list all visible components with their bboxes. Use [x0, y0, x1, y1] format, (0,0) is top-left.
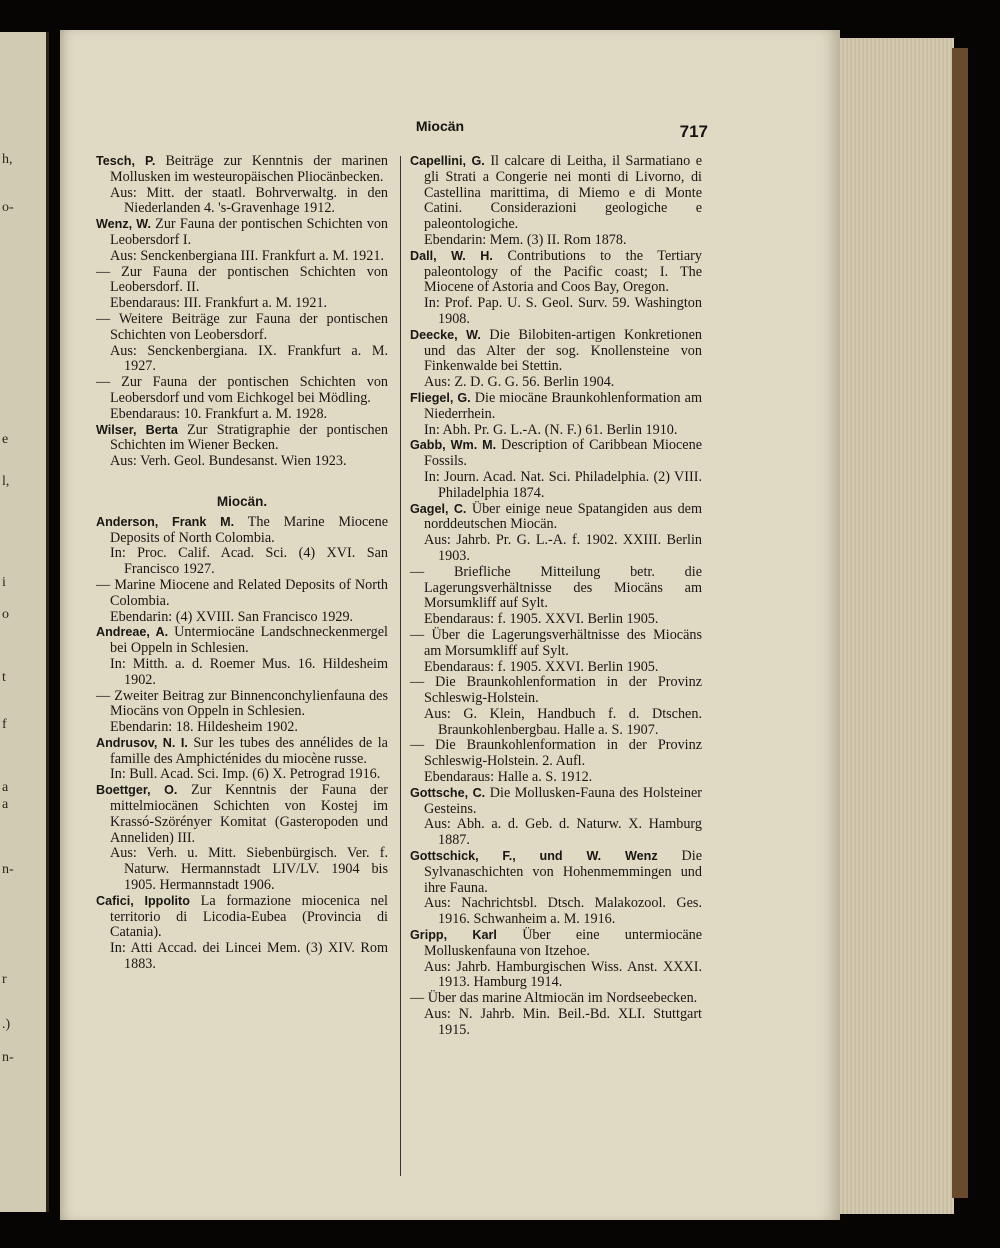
entry-title: Zur Fauna der pontischen Schichten von Leobersdorf und vom Eichkogel bei Mödling. [110, 374, 389, 406]
entry-author: Fliegel, G. [410, 390, 471, 405]
entry-author: — [96, 576, 111, 593]
bibliography-entry [96, 578, 388, 625]
entry-title-line [410, 628, 702, 660]
entry-title: La formazione miocenica nel territorio di Licodia-Eubea (Provincia di Catania). [110, 892, 388, 941]
bibliography-entry [410, 675, 702, 738]
entry-title: Zur Fauna der pontischen Schichten von Leobersdorf. II. [110, 263, 389, 296]
margin-fragment: e [2, 432, 9, 447]
entry-title-line [410, 249, 702, 296]
bibliography-entry [96, 312, 388, 375]
bibliography-entry [410, 328, 702, 391]
entry-title-line [96, 423, 388, 455]
bibliography-entry [96, 783, 388, 894]
bibliography-entry [96, 736, 388, 783]
book-page [60, 30, 840, 1220]
entry-source: Aus: Verh. u. Mitt. Siebenbürgisch. Ver. f. Naturw. Hermannstadt LIV/LV. 1904 bis 1905. Hermannstadt 1906. [110, 845, 388, 894]
entry-title: Die Sylvanaschichten von Hohenmemmingen und ihre Fauna. [424, 848, 703, 896]
entry-title-line [96, 625, 388, 657]
bibliography-entry [410, 391, 702, 438]
entry-author: Gabb, Wm. M. [410, 438, 497, 453]
entry-source: In: Atti Accad. dei Lincei Mem. (3) XIV. Rom 1883. [110, 940, 388, 973]
margin-fragment: h, [2, 152, 13, 167]
bibliography-entry [410, 502, 702, 565]
margin-fragment: t [2, 670, 6, 685]
margin-fragment: f [2, 717, 7, 732]
bibliography-entry [410, 438, 702, 501]
entry-author: — [96, 374, 111, 391]
entry-source: Aus: Z. D. G. G. 56. Berlin 1904. [424, 374, 615, 391]
entry-author: Boettger, O. [96, 783, 178, 798]
right-column-entries [410, 154, 702, 1039]
entry-title: Il calcare di Leitha, il Sarmatiano e gli Strati a Congerie nei monti di Livorno, di Castellina marittima, di Miemo e di Monte Catini. Considerazioni geologiche e paleontologiche. [424, 153, 703, 233]
entry-title: Zweiter Beitrag zur Binnenconchylienfauna des Miocäns von Oppeln in Schlesien. [110, 687, 389, 720]
entry-title-line [96, 578, 388, 610]
entry-source: Aus: Jahrb. Pr. G. L.-A. f. 1902. XXIII. Berlin 1903. [424, 532, 702, 564]
entry-source: In: Bull. Acad. Sci. Imp. (6) X. Petrograd 1916. [110, 766, 381, 783]
entry-author: — [410, 990, 425, 1007]
bibliography-entry [410, 565, 702, 628]
margin-fragment: o [2, 607, 9, 622]
right-column [410, 154, 702, 1039]
entry-title: Sur les tubes des annélides de la famille des Amphicténides du miocène russe. [110, 734, 388, 767]
bibliography-entry [410, 928, 702, 991]
facing-page-edge [0, 32, 49, 1212]
entry-title: Die Braunkohlenformation in der Provinz Schleswig-Holstein. [424, 674, 702, 707]
entry-author: Dall, W. H. [410, 248, 493, 263]
entry-title-line [410, 991, 702, 1007]
entry-source: Ebendarin: Mem. (3) II. Rom 1878. [424, 231, 627, 248]
entry-title: Die Braunkohlenformation in der Provinz Schleswig-Holstein. 2. Aufl. [424, 737, 702, 770]
entry-title-line [410, 502, 702, 534]
entry-author: Cafici, Ippolito [96, 893, 190, 908]
entry-title-line [410, 786, 702, 818]
bibliography-entry [410, 154, 702, 249]
entry-title-line [96, 736, 388, 768]
entry-title-line [96, 783, 388, 846]
entry-title: Marine Miocene and Related Deposits of North Colombia. [110, 576, 389, 609]
column-divider [400, 156, 401, 1176]
entry-source: Ebendarin: (4) XVIII. San Francisco 1929. [110, 608, 354, 625]
entry-author: Andrusov, N. I. [96, 735, 188, 750]
entry-source: In: Proc. Calif. Acad. Sci. (4) XVI. San Francisco 1927. [110, 545, 388, 578]
entry-source: Ebendaraus: Halle a. S. 1912. [424, 769, 593, 786]
entry-title: Über das marine Altmiocän im Nordseebecken. [427, 990, 698, 1007]
entry-title-line [410, 738, 702, 770]
entry-author: — [410, 674, 425, 691]
entry-author: Gottsche, C. [410, 785, 486, 800]
bibliography-entry [410, 628, 702, 675]
bibliography-entry [410, 786, 702, 849]
entry-title-line [410, 565, 702, 612]
margin-fragment: o- [2, 200, 14, 215]
bibliography-entry [96, 423, 388, 470]
entry-author: Capellini, G. [410, 154, 485, 168]
entry-author: — [410, 626, 425, 643]
entry-title-line [410, 438, 702, 470]
bibliography-entry [410, 249, 702, 328]
entry-title-line [410, 928, 702, 960]
bibliography-entry [96, 154, 388, 217]
entry-title: Untermiocäne Landschneckenmergel bei Oppeln in Schlesien. [110, 624, 388, 657]
margin-fragment: i [2, 575, 6, 590]
entry-source: Ebendaraus: f. 1905. XXVI. Berlin 1905. [424, 611, 659, 628]
entry-author: Wilser, Berta [96, 422, 178, 437]
entry-author: — [410, 563, 425, 580]
entry-author: — [410, 737, 425, 754]
entry-title-line [410, 391, 702, 423]
entry-title-line [96, 375, 388, 407]
entry-title-line [410, 849, 702, 896]
entry-source: Aus: Verh. Geol. Bundesanst. Wien 1923. [110, 453, 347, 470]
entry-author: Andreae, A. [96, 625, 169, 640]
left-column [96, 154, 388, 973]
entry-title: Zur Stratigraphie der pontischen Schichten im Wiener Becken. [110, 421, 388, 454]
running-header: Miocän [415, 118, 465, 134]
book-cover-edge [952, 48, 968, 1198]
bibliography-entry [96, 625, 388, 688]
entry-author: — [96, 310, 111, 327]
entry-source: Aus: G. Klein, Handbuch f. d. Dtschen. Braunkohlenbergbau. Halle a. S. 1907. [424, 705, 702, 738]
entry-source: Aus: Nachrichtsbl. Dtsch. Malakozool. Ges. 1916. Schwanheim a. M. 1916. [424, 895, 702, 928]
bibliography-entry [96, 375, 388, 422]
entry-source: Aus: Senckenbergiana. IX. Frankfurt a. M. 1927. [110, 342, 388, 375]
entry-title: The Marine Miocene Deposits of North Colombia. [110, 513, 388, 546]
bibliography-entry [96, 217, 388, 264]
margin-fragment: l, [2, 474, 10, 489]
entry-title-line [410, 328, 702, 375]
entry-author: Anderson, Frank M. [96, 514, 235, 529]
entry-title: Über einige neue Spatangiden aus dem norddeutschen Miocän. [424, 500, 703, 533]
margin-fragment: n- [2, 862, 14, 877]
entry-title: Briefliche Mitteilung betr. die Lagerungsverhältnisse des Miocäns am Morsumkliff auf Sylt. [424, 563, 703, 612]
entry-title-line [96, 265, 388, 297]
bibliography-entry [410, 849, 702, 928]
entry-source: In: Mitth. a. d. Roemer Mus. 16. Hildesheim 1902. [110, 655, 388, 688]
entry-source: Aus: N. Jahrb. Min. Beil.-Bd. XLI. Stuttgart 1915. [424, 1006, 702, 1038]
entry-title-line [96, 689, 388, 721]
entry-source: Ebendaraus: f. 1905. XXVI. Berlin 1905. [424, 658, 659, 675]
entry-source: Ebendaraus: III. Frankfurt a. M. 1921. [110, 295, 328, 312]
entry-title: Contributions to the Tertiary paleontology of the Pacific coast; I. The Miocene of Astoria and Coos Bay, Oregon. [424, 247, 702, 296]
entry-title-line [410, 675, 702, 707]
entry-title: Über eine untermiocäne Molluskenfauna von Itzehoe. [424, 927, 703, 959]
entry-author: Gottschick, F., und W. Wenz [410, 849, 658, 864]
entry-title: Weitere Beiträge zur Fauna der pontischen Schichten von Leobersdorf. [110, 310, 388, 343]
margin-fragment: .) [2, 1017, 11, 1032]
margin-fragment: r [2, 972, 7, 987]
bibliography-entry [96, 894, 388, 973]
bibliography-entry [96, 265, 388, 312]
entry-title: Die Mollusken-Fauna des Holsteiner Gesteins. [424, 784, 702, 817]
section-entries [96, 515, 388, 973]
entry-title: Zur Fauna der pontischen Schichten von Leobersdorf I. [110, 216, 389, 248]
entry-title-line [96, 515, 388, 547]
entry-title: Zur Kenntnis der Fauna der mittelmiocänen Schichten von Kostej im Krassó-Szörényer Komitat (Gasteropoden und Anneliden) III. [110, 782, 388, 846]
entry-source: In: Abh. Pr. G. L.-A. (N. F.) 61. Berlin 1910. [424, 421, 678, 438]
entry-author: Gagel, C. [410, 501, 467, 516]
entry-author: — [96, 687, 111, 704]
bibliography-entry [410, 738, 702, 785]
bibliography-entry [410, 991, 702, 1038]
entry-title-line [96, 217, 388, 249]
margin-fragment: n- [2, 1050, 14, 1065]
entry-source: Aus: Jahrb. Hamburgischen Wiss. Anst. XXXI. 1913. Hamburg 1914. [424, 958, 702, 991]
bibliography-entry [96, 689, 388, 736]
left-column-entries [96, 154, 388, 470]
entry-title-line [96, 894, 388, 941]
page-stack-edge [838, 38, 954, 1214]
page-number: 717 [679, 122, 708, 141]
entry-source: In: Prof. Pap. U. S. Geol. Surv. 59. Washington 1908. [424, 295, 702, 327]
entry-author: Gripp, Karl [410, 928, 497, 943]
margin-fragment: a [2, 780, 9, 795]
entry-title: Über die Lagerungsverhältnisse des Miocäns am Morsumkliff auf Sylt. [424, 626, 702, 659]
entry-title: Die Bilobiten-artigen Konkretionen und das Alter der sog. Knollensteine von Finkenwalde bei Stettin. [424, 326, 702, 375]
margin-fragment: a [2, 797, 9, 812]
entry-source: Aus: Mitt. der staatl. Bohrverwaltg. in den Niederlanden 4. 's-Gravenhage 1912. [110, 184, 388, 217]
entry-title: Die miocäne Braunkohlenformation am Niederrhein. [424, 389, 703, 422]
entry-title-line [410, 154, 702, 233]
entry-source: Aus: Senckenbergiana III. Frankfurt a. M. 1921. [110, 247, 384, 264]
section-heading: Miocän. [216, 493, 268, 509]
entry-source: Ebendaraus: 10. Frankfurt a. M. 1928. [110, 405, 328, 422]
entry-author: Deecke, W. [410, 327, 481, 342]
entry-title: Description of Caribbean Miocene Fossils. [424, 437, 702, 470]
entry-title-line [96, 154, 388, 186]
entry-title: Beiträge zur Kenntnis der marinen Mollusken im westeuropäischen Pliocänbecken. [110, 153, 388, 185]
bibliography-entry [96, 515, 388, 578]
entry-author: — [96, 263, 111, 280]
entry-source: In: Journ. Acad. Nat. Sci. Philadelphia. (2) VIII. Philadelphia 1874. [424, 468, 702, 501]
entry-source: Aus: Abh. a. d. Geb. d. Naturw. X. Hamburg 1887. [424, 816, 702, 849]
entry-author: Tesch, P. [96, 154, 156, 168]
entry-title-line [96, 312, 388, 344]
entry-author: Wenz, W. [96, 217, 151, 232]
entry-source: Ebendarin: 18. Hildesheim 1902. [110, 719, 298, 736]
